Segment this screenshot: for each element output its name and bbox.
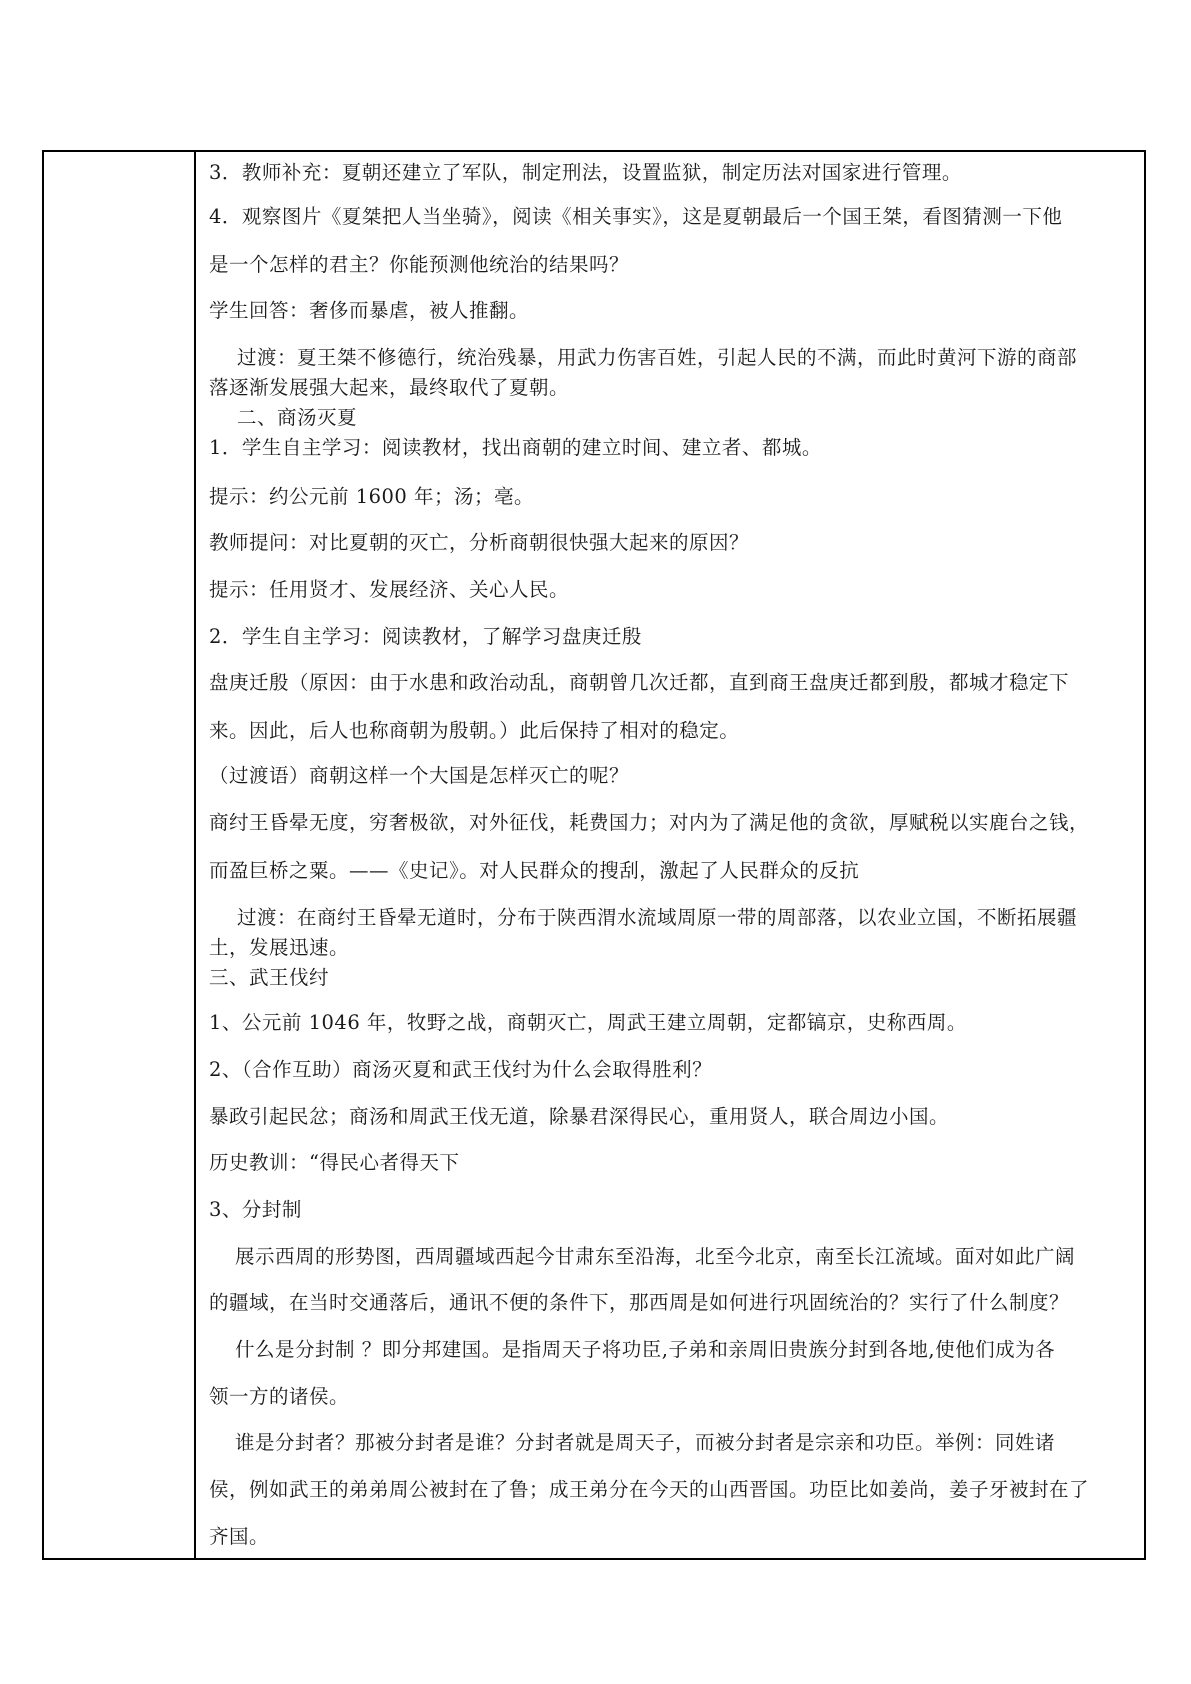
text-line: 提示：约公元前 1600 年；汤；亳。 [209, 485, 535, 508]
text-line: 3、分封制 [209, 1198, 302, 1221]
text-line: 什么是分封制 ？即分邦建国。是指周天子将功臣,子弟和亲周旧贵族分封到各地,使他们成为各 [235, 1338, 1056, 1361]
text-line: 是一个怎样的君主？你能预测他统治的结果吗？ [209, 253, 630, 276]
text-line: 商纣王昏晕无度，穷奢极欲，对外征伐，耗费国力；对内为了满足他的贪欲，厚赋税以实鹿台之钱， [209, 811, 1090, 834]
text-line: 二、商汤灭夏 [237, 406, 358, 429]
text-line: 齐国。 [209, 1525, 270, 1548]
text-line: 的疆域，在当时交通落后，通讯不便的条件下，那西周是如何进行巩固统治的？实行了什么制度？ [209, 1291, 1070, 1314]
text-line: 4．观察图片《夏桀把人当坐骑》，阅读《相关事实》，这是夏朝最后一个国王桀，看图猜测一下他 [209, 205, 1063, 228]
text-line: 教师提问：对比夏朝的灭亡，分析商朝很快强大起来的原因？ [209, 531, 750, 554]
text-line: 学生回答：奢侈而暴虐，被人推翻。 [209, 299, 530, 322]
text-line: 领一方的诸侯。 [209, 1385, 350, 1408]
text-line: （过渡语）商朝这样一个大国是怎样灭亡的呢？ [209, 764, 630, 787]
text-line: 落逐渐发展强大起来，最终取代了夏朝。 [209, 376, 570, 399]
text-line: 提示：任用贤才、发展经济、关心人民。 [209, 578, 570, 601]
text-line: 2、（合作互助）商汤灭夏和武王伐纣为什么会取得胜利？ [209, 1058, 713, 1081]
text-line: 1．学生自主学习：阅读教材，找出商朝的建立时间、建立者、都城。 [209, 436, 822, 459]
text-line: 侯，例如武王的弟弟周公被封在了鲁；成王弟分在今天的山西晋国。功臣比如姜尚，姜子牙被封在了 [209, 1478, 1090, 1501]
text-line: 盘庚迁殷（原因：由于水患和政治动乱，商朝曾几次迁都，直到商王盘庚迁都到殷，都城才稳定下 [209, 671, 1070, 694]
text-line: 过渡：夏王桀不修德行，统治残暴，用武力伤害百姓，引起人民的不满，而此时黄河下游的商部 [237, 346, 1078, 369]
text-line: 三、武王伐纣 [209, 966, 330, 989]
text-line: 来。因此，后人也称商朝为殷朝。）此后保持了相对的稳定。 [209, 719, 740, 742]
text-line: 2．学生自主学习：阅读教材，了解学习盘庚迁殷 [209, 625, 642, 648]
text-line: 展示西周的形势图，西周疆域西起今甘肃东至沿海，北至今北京，南至长江流域。面对如此广阔 [235, 1245, 1076, 1268]
text-line: 而盈巨桥之粟。——《史记》。对人民群众的搜刮，激起了人民群众的反抗 [209, 859, 860, 882]
text-line: 土，发展迅速。 [209, 936, 350, 959]
text-line: 谁是分封者？那被分封者是谁？分封者就是周天子，而被分封者是宗亲和功臣。举例：同姓诸 [235, 1431, 1056, 1454]
text-line: 过渡：在商纣王昏晕无道时，分布于陕西渭水流域周原一带的周部落，以农业立国，不断拓展疆 [237, 906, 1078, 929]
text-line: 1、公元前 1046 年，牧野之战，商朝灭亡，周武王建立周朝，定都镐京，史称西周。 [209, 1011, 967, 1034]
text-line: 暴政引起民忿；商汤和周武王伐无道，除暴君深得民心，重用贤人，联合周边小国。 [209, 1105, 950, 1128]
column-divider [194, 150, 196, 1560]
text-line: 3．教师补充：夏朝还建立了军队，制定刑法，设置监狱，制定历法对国家进行管理。 [209, 161, 962, 184]
text-line: 历史教训：“得民心者得天下 [209, 1151, 460, 1174]
